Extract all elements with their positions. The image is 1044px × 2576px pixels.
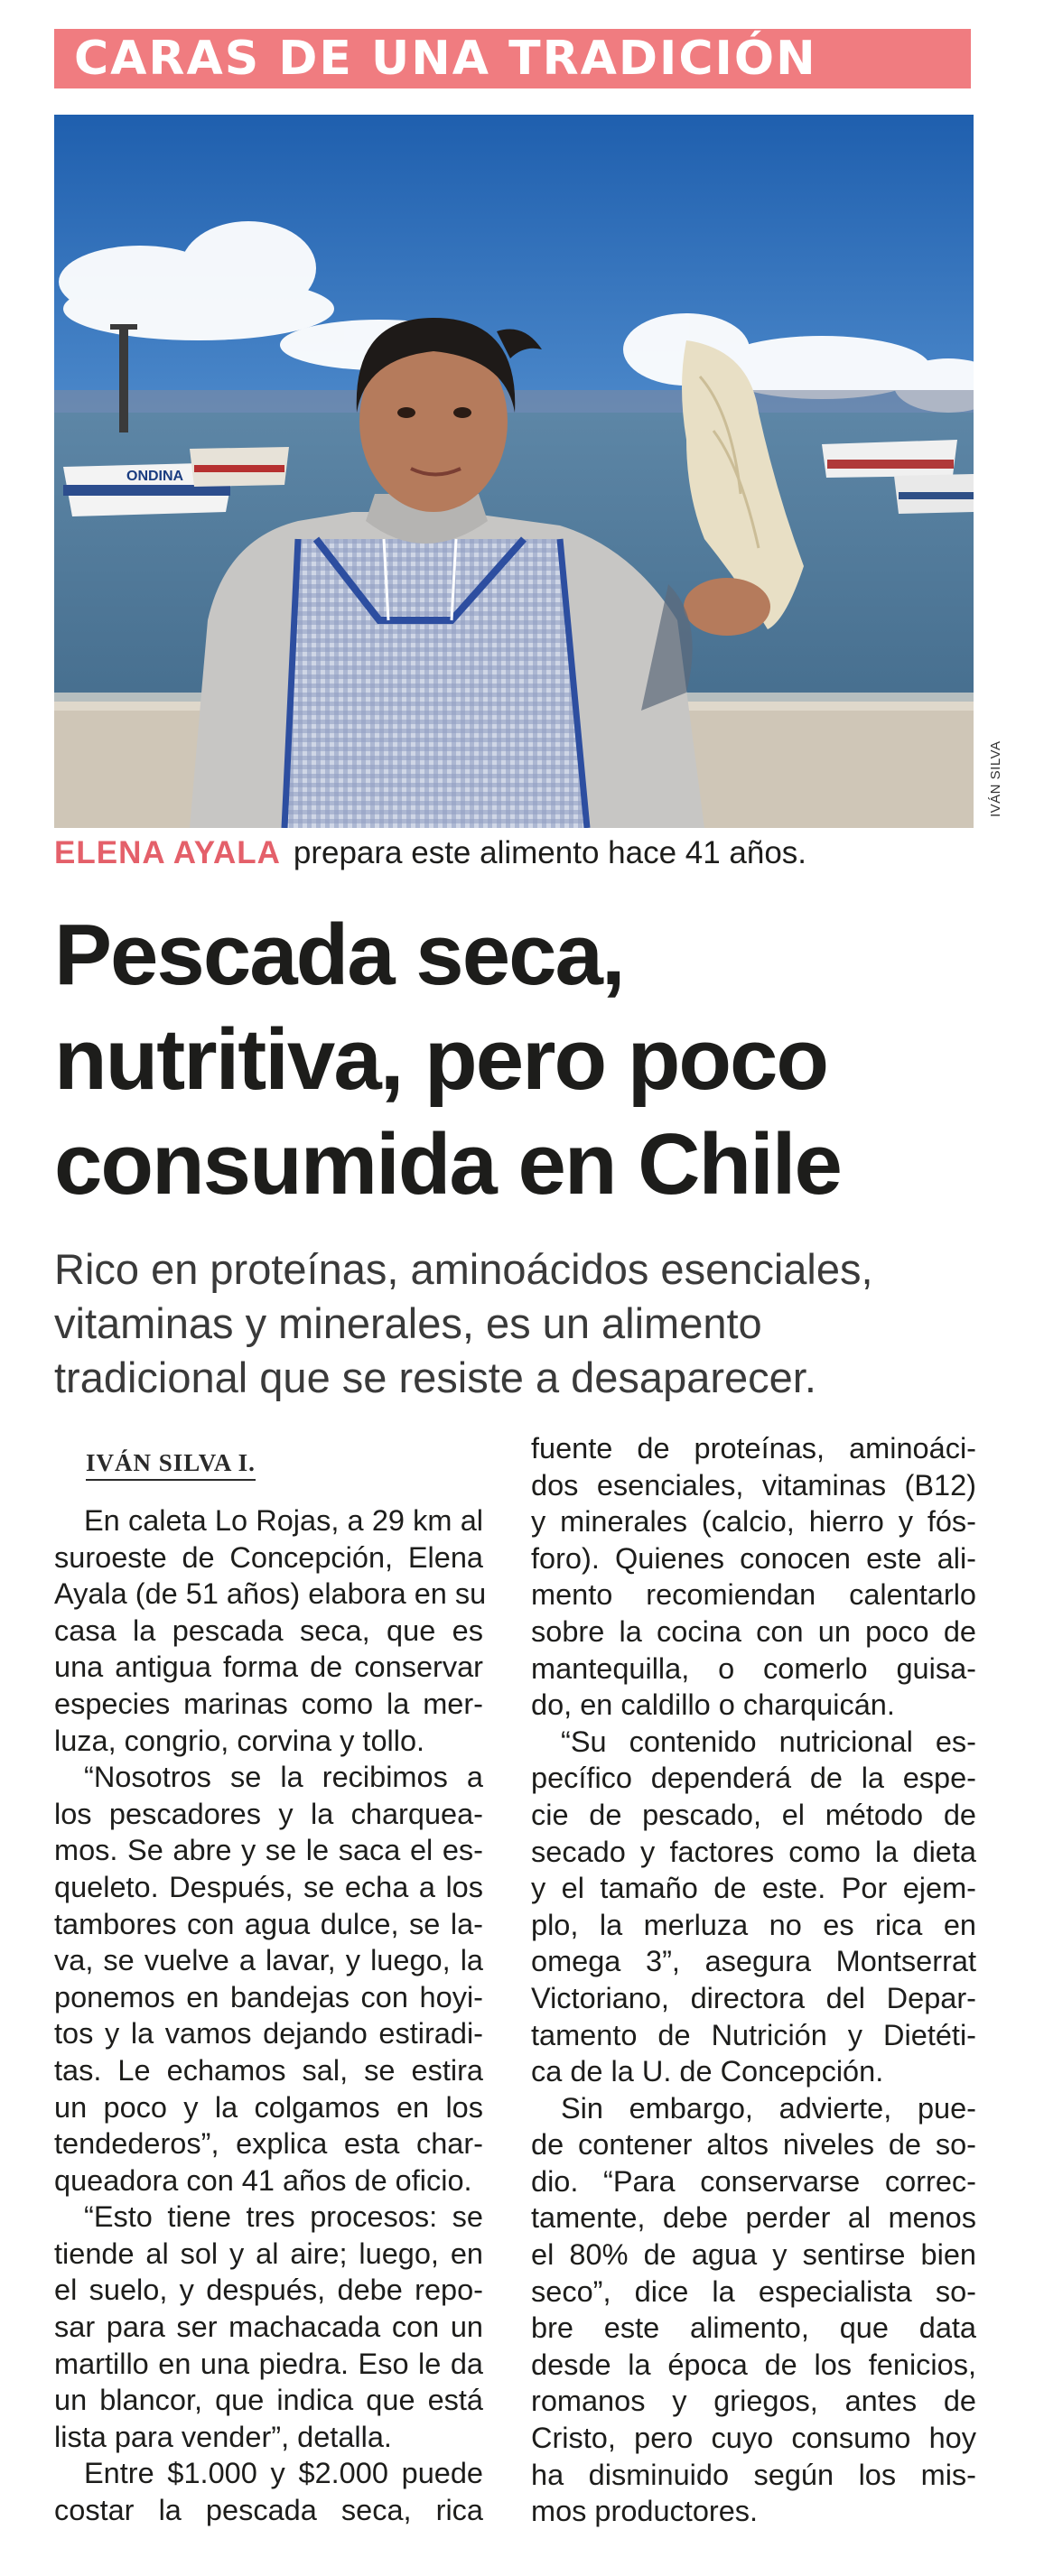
photo-caption bbox=[54, 832, 806, 874]
article-line: mos productores. bbox=[531, 2495, 759, 2528]
article-line: fuente de proteínas, aminoáci- bbox=[531, 1432, 976, 1465]
photo-credit: IVÁN SILVA bbox=[988, 740, 1003, 817]
article-column-2 bbox=[531, 1430, 976, 2530]
article-line: el 80% de agua y sentirse bien bbox=[531, 2238, 976, 2272]
headline bbox=[54, 903, 993, 1217]
headline-line: consumida en Chile bbox=[54, 1116, 841, 1213]
article-line: cie de pescado, el método de bbox=[531, 1798, 976, 1831]
article-line: secado y factores como la dieta bbox=[531, 1835, 976, 1868]
article-line: foro). Quienes conocen este ali- bbox=[531, 1541, 976, 1575]
article-photo bbox=[54, 115, 974, 828]
section-label: CARAS DE UNA TRADICIÓN bbox=[74, 32, 817, 86]
article-line: omega 3”, asegura Montserrat bbox=[531, 1945, 976, 1978]
article-line: queleto. Después, se echa a los bbox=[54, 1870, 483, 1903]
article-line: los pescadores y la charquea- bbox=[54, 1797, 483, 1830]
headline-line: nutritiva, pero poco bbox=[54, 1011, 828, 1108]
article-line: dio. “Para conservarse correc- bbox=[531, 2164, 976, 2198]
article-line: casa la pescada seca, que es bbox=[54, 1613, 483, 1647]
article-line: Victoriano, directora del Depar- bbox=[531, 1981, 976, 2014]
article-line: una antigua forma de conservar bbox=[54, 1651, 483, 1684]
deck bbox=[54, 1242, 1011, 1405]
article-line: Sin embargo, advierte, pue- bbox=[561, 2091, 976, 2125]
article-line: pecífico dependerá de la espe- bbox=[531, 1762, 976, 1795]
article-line: y minerales (calcio, hierro y fós- bbox=[531, 1505, 976, 1539]
article-line: de contener altos niveles de so- bbox=[531, 2128, 976, 2162]
article-line: costar la pescada seca, rica bbox=[54, 2494, 483, 2527]
article-line: Entre $1.000 y $2.000 puede bbox=[84, 2457, 483, 2490]
article-line: ponemos en bandejas con hoyi- bbox=[54, 1980, 483, 2013]
article-line: Ayala (de 51 años) elabora en su bbox=[54, 1577, 487, 1611]
article-line: “Nosotros se la recibimos a bbox=[84, 1761, 483, 1794]
article-line: martillo en una piedra. Eso le da bbox=[54, 2347, 483, 2380]
article-line: “Esto tiene tres procesos: se bbox=[84, 2200, 483, 2234]
article-line: mantequilla, o comerlo guisa- bbox=[531, 1651, 976, 1685]
article-column-1 bbox=[54, 1502, 487, 2529]
article-line: el suelo, y después, debe repo- bbox=[54, 2274, 483, 2307]
article-line: tos y la vamos dejando estiradi- bbox=[54, 2017, 483, 2051]
article-line: tendederos”, explica esta char- bbox=[54, 2127, 483, 2161]
article-line: especies marinas como la mer- bbox=[54, 1687, 483, 1720]
article-line: queadora con 41 años de oficio. bbox=[54, 2163, 472, 2197]
article-line: lista para vender”, detalla. bbox=[54, 2420, 392, 2453]
article-line: mento recomiendan calentarlo bbox=[531, 1578, 976, 1612]
caption-text: prepara este alimento hace 41 años. bbox=[293, 835, 807, 870]
article-line: sobre la cocina con un poco de bbox=[531, 1614, 976, 1648]
article-line: bre este alimento, que data bbox=[531, 2311, 976, 2345]
article-line: plo, la merluza no es rica en bbox=[531, 1908, 976, 1941]
article-line: un poco y la colgamos en los bbox=[54, 2090, 483, 2124]
article-line: luza, congrio, corvina y tollo. bbox=[54, 1724, 425, 1757]
article-line: tiende al sol y al aire; luego, en bbox=[54, 2237, 483, 2270]
article-line: “Su contenido nutricional es- bbox=[561, 1725, 976, 1758]
deck-line: Rico en proteínas, aminoácidos esenciales, bbox=[54, 1245, 873, 1293]
article-line: do, en caldillo o charquicán. bbox=[531, 1688, 895, 1722]
article-line: dos esenciales, vitaminas (B12) bbox=[531, 1468, 976, 1502]
article-line: va, se vuelve a lavar, y luego, la bbox=[54, 1944, 483, 1977]
article-line: En caleta Lo Rojas, a 29 km al bbox=[84, 1504, 483, 1537]
article-line: ca de la U. de Concepción. bbox=[531, 2055, 884, 2088]
article-line: sar para ser machacada con un bbox=[54, 2311, 483, 2344]
article-line: tambores con agua dulce, se la- bbox=[54, 1907, 483, 1940]
article-line: romanos y griegos, antes de bbox=[531, 2385, 976, 2418]
article-line: desde la época de los fenicios, bbox=[531, 2348, 976, 2381]
article-line: suroeste de Concepción, Elena bbox=[54, 1540, 483, 1574]
byline: IVÁN SILVA I. bbox=[86, 1449, 256, 1481]
caption-name: ELENA AYALA bbox=[54, 835, 281, 870]
deck-line: tradicional que se resiste a desaparecer. bbox=[54, 1353, 816, 1401]
article-line: mos. Se abre y se le saca el es- bbox=[54, 1834, 483, 1867]
article-line: ha disminuido según los mis- bbox=[531, 2458, 976, 2491]
article-line: seco”, dice la especialista so- bbox=[531, 2274, 976, 2308]
article-line: tamento de Nutrición y Dietéti- bbox=[531, 2018, 976, 2051]
section-banner bbox=[54, 29, 971, 88]
article-line: Cristo, pero cuyo consumo hoy bbox=[531, 2422, 976, 2455]
headline-line: Pescada seca, bbox=[54, 907, 624, 1003]
article-line: tamente, debe perder al menos bbox=[531, 2201, 976, 2235]
boat-name: ONDINA bbox=[126, 469, 184, 484]
deck-line: vitaminas y minerales, es un alimento bbox=[54, 1299, 762, 1347]
article-line: tas. Le echamos sal, se estira bbox=[54, 2053, 483, 2087]
article-line: y el tamaño de este. Por ejem- bbox=[531, 1872, 976, 1905]
article-line: un blancor, que indica que está bbox=[54, 2384, 483, 2417]
